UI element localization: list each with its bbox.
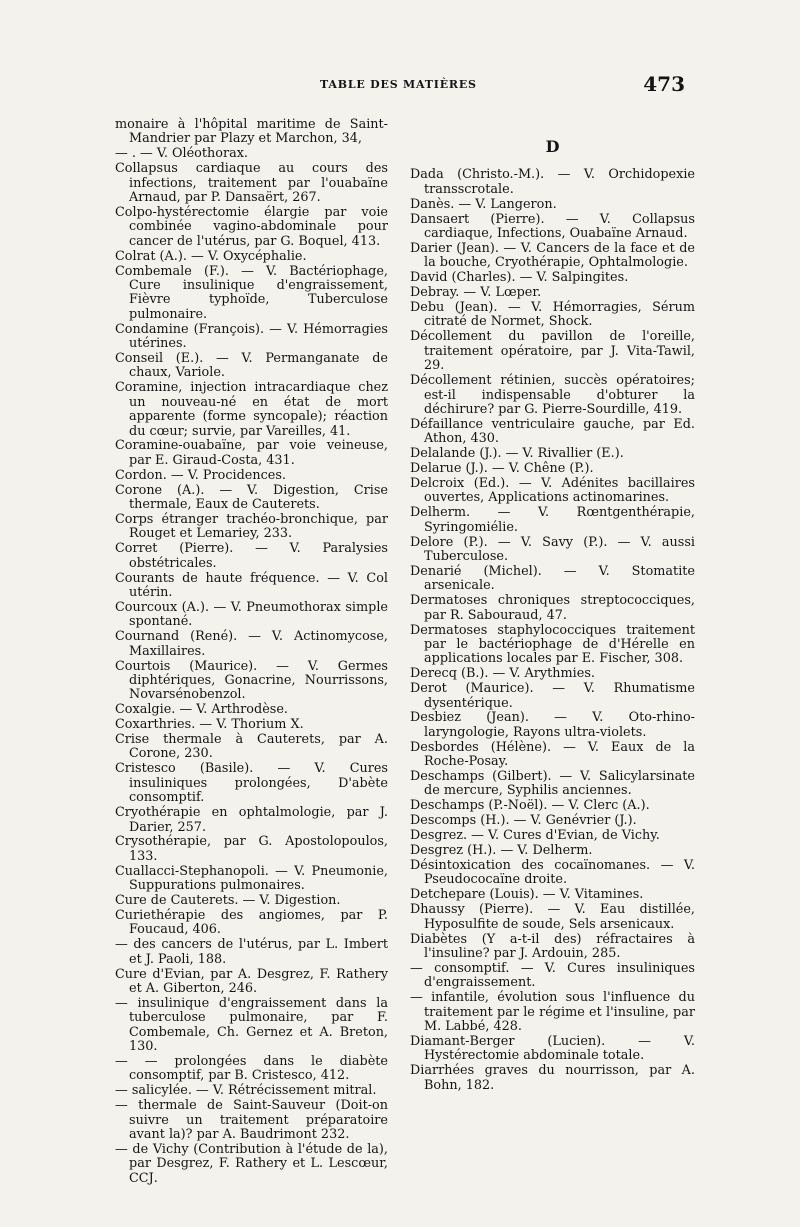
index-entry: Dermatoses staphylococciques traitement par le bactériophage de d'Hérelle en applications locales par E. Fischer, 308. bbox=[410, 622, 695, 667]
index-entry: — de Vichy (Contribution à l'étude de la), par Desgrez, F. Rathery et L. Lescœur, ССЈ. bbox=[115, 1141, 388, 1186]
page-number: 473 bbox=[643, 72, 685, 96]
page-header bbox=[115, 72, 685, 102]
index-entry: Delore (P.). — V. Savy (P.). — V. aussi Tuberculose. bbox=[410, 534, 695, 564]
index-entry: Crise thermale à Cauterets, par A. Corone, 230. bbox=[115, 732, 388, 762]
index-entry: Delarue (J.). — V. Chêne (P.). bbox=[410, 461, 594, 477]
index-entry: Corps étranger trachéo-bronchique, par Rouget et Lemariey, 233. bbox=[115, 511, 388, 542]
index-entry: Debray. — V. Lœper. bbox=[410, 285, 542, 301]
index-entry: monaire à l'hôpital maritime de Saint-Mandrier par Plazy et Marchon, 34, bbox=[115, 117, 388, 147]
index-entry: Courtois (Maurice). — V. Germes diphtériques, Gonacrine, Nourrissons, Novarsénobenzol. bbox=[115, 658, 388, 703]
index-entry: Cure d'Evian, par A. Desgrez, F. Rathery et A. Giberton, 246. bbox=[115, 966, 388, 996]
index-entry: Delcroix (Ed.). — V. Adénites bacillaires ouvertes, Applications actinomarines. bbox=[410, 475, 695, 506]
index-entry: Cure de Cauterets. — V. Digestion. bbox=[115, 893, 341, 909]
index-entry: Collapsus cardiaque au cours des infections, traitement par l'ouabaïne Arnaud, par P. Dansaërt, 267. bbox=[115, 161, 388, 206]
index-entry: Désintoxication des cocaïnomanes. — V. Pseudococaïne droite. bbox=[410, 858, 695, 888]
index-entry: — insulinique d'engraissement dans la tuberculose pulmonaire, par F. Combemale, Ch. Gernez et A. Breton, 130. bbox=[115, 995, 388, 1055]
index-entry: — consomptif. — V. Cures insuliniques d'engraissement. bbox=[410, 960, 695, 991]
index-entry: Curiethérapie des angiomes, par P. Foucaud, 406. bbox=[115, 907, 388, 938]
index-entry: Coramine, injection intracardiaque chez un nouveau-né en état de mort apparente (forme syncopale); réaction du cœur; survie, par Vareilles, 41. bbox=[115, 380, 388, 439]
index-entry: Cuallacci-Stephanopoli. — V. Pneumonie, Suppurations pulmonaires. bbox=[115, 863, 388, 894]
index-entry: Crysothérapie, par G. Apostolopoulos, 133. bbox=[115, 834, 388, 864]
index-entry: Deschamps (P.-Noël). — V. Clerc (A.). bbox=[410, 798, 650, 814]
index-entry: Cournand (René). — V. Actinomycose, Maxillaires. bbox=[115, 629, 388, 659]
right-column-entries bbox=[410, 168, 695, 1093]
index-entry: Décollement du pavillon de l'oreille, traitement opératoire, par J. Vita-Tawil, 29. bbox=[410, 329, 695, 374]
index-entry: Delherm. — V. Rœntgenthérapie, Syringomiélie. bbox=[410, 505, 695, 535]
index-entry: — des cancers de l'utérus, par L. Imbert et J. Paoli, 188. bbox=[115, 937, 388, 967]
index-entry: — thermale de Saint-Sauveur (Doit-on suivre un traitement préparatoire avant la)? par A. Baudrimont 232. bbox=[115, 1098, 388, 1143]
index-entry: — . — V. Oléothorax. bbox=[115, 146, 248, 162]
index-entry: Desgrez. — V. Cures d'Evian, de Vichy. bbox=[410, 828, 660, 844]
index-entry: Deschamps (Gilbert). — V. Salicylarsinate de mercure, Syphilis anciennes. bbox=[410, 769, 695, 799]
index-entry: Coramine-ouabaïne, par voie veineuse, par E. Giraud-Costa, 431. bbox=[115, 438, 388, 468]
index-entry: Cordon. — V. Procidences. bbox=[115, 467, 286, 483]
index-entry: Conseil (E.). — V. Permanganate de chaux, Variole. bbox=[115, 351, 388, 381]
index-entry: Colrat (A.). — V. Oxycéphalie. bbox=[115, 248, 307, 264]
index-entry: Coxalgie. — V. Arthrodèse. bbox=[115, 702, 288, 718]
index-entry: Courants de haute fréquence. — V. Col utérin. bbox=[115, 570, 388, 600]
index-entry: Diabètes (Y a-t-il des) réfractaires à l'insuline? par J. Ardouin, 285. bbox=[410, 931, 695, 961]
index-entry: Denarié (Michel). — V. Stomatite arsenicale. bbox=[410, 563, 695, 594]
index-entry: — salicylée. — V. Rétrécissement mitral. bbox=[115, 1083, 377, 1099]
index-entry: Danès. — V. Langeron. bbox=[410, 196, 557, 212]
index-entry: Desbiez (Jean). — V. Oto-rhino-laryngologie, Rayons ultra-violets. bbox=[410, 710, 695, 740]
index-entry: — — prolongées dans le diabète consomptif, par B. Cristesco, 412. bbox=[115, 1054, 388, 1084]
index-entry: Dada (Christo.-M.). — V. Orchidopexie transscrotale. bbox=[410, 167, 695, 197]
index-entry: Coxarthries. — V. Thorium X. bbox=[115, 717, 304, 733]
index-entry: Desgrez (H.). — V. Delherm. bbox=[410, 843, 593, 859]
index-entry: David (Charles). — V. Salpingites. bbox=[410, 270, 629, 286]
left-column bbox=[115, 118, 388, 1187]
index-entry: Diamant-Berger (Lucien). — V. Hystérectomie abdominale totale. bbox=[410, 1033, 695, 1064]
index-entry: Combemale (F.). — V. Bactériophage, Cure insulinique d'engraissement, Fièvre typhoïde, Tuberculose pulmonaire. bbox=[115, 263, 388, 322]
index-entry: Dansaert (Pierre). — V. Collapsus cardiaque, Infections, Ouabaïne Arnaud. bbox=[410, 211, 695, 242]
index-entry: Défaillance ventriculaire gauche, par Ed. Athon, 430. bbox=[410, 416, 695, 447]
index-entry: Courcoux (A.). — V. Pneumothorax simple spontané. bbox=[115, 599, 388, 630]
index-entry: Debu (Jean). — V. Hémorragies, Sérum citraté de Normet, Shock. bbox=[410, 300, 695, 330]
index-entry: Corret (Pierre). — V. Paralysies obstétricales. bbox=[115, 541, 388, 571]
index-entry: Corone (A.). — V. Digestion, Crise thermale, Eaux de Cauterets. bbox=[115, 482, 388, 513]
index-entry: Cristesco (Basile). — V. Cures insuliniques prolongées, D'abète consomptif. bbox=[115, 761, 388, 806]
right-column bbox=[410, 137, 695, 1094]
index-entry: Condamine (François). — V. Hémorragies utérines. bbox=[115, 321, 388, 352]
index-entry: Colpo-hystérectomie élargie par voie combinée vagino-abdominale pour cancer de l'utérus, par G. Boquel, 413. bbox=[115, 204, 388, 249]
index-entry: Darier (Jean). — V. Cancers de la face et de la bouche, Cryothérapie, Ophtalmologie. bbox=[410, 240, 695, 271]
index-entry: Derot (Maurice). — V. Rhumatisme dysentérique. bbox=[410, 681, 695, 711]
section-letter: D bbox=[545, 137, 560, 156]
index-entry: Cryothérapie en ophtalmologie, par J. Darier, 257. bbox=[115, 805, 388, 835]
index-entry: Detchepare (Louis). — V. Vitamines. bbox=[410, 887, 644, 903]
index-entry: Diarrhées graves du nourrisson, par A. Bohn, 182. bbox=[410, 1063, 695, 1093]
index-entry: Delalande (J.). — V. Rivallier (E.). bbox=[410, 446, 624, 462]
running-title: TABLE DES MATIÈRES bbox=[320, 78, 477, 91]
index-entry: Descomps (H.). — V. Genévrier (J.). bbox=[410, 813, 637, 829]
index-entry: Derecq (B.). — V. Arythmies. bbox=[410, 666, 595, 682]
index-entry: Dhaussy (Pierre). — V. Eau distillée, Hyposulfite de soude, Sels arsenicaux. bbox=[410, 902, 695, 932]
index-entry: Desbordes (Hélène). — V. Eaux de la Roche-Posay. bbox=[410, 739, 695, 770]
index-entry: — infantile, évolution sous l'influence du traitement par le régime et l'insuline, par M. Labbé, 428. bbox=[410, 990, 695, 1034]
index-entry: Décollement rétinien, succès opératoires; est-il indispensable d'obturer la déchirure? par G. Pierre-Sourdille, 419. bbox=[410, 373, 695, 417]
index-entry: Dermatoses chroniques streptococciques, par R. Sabouraud, 47. bbox=[410, 593, 695, 623]
